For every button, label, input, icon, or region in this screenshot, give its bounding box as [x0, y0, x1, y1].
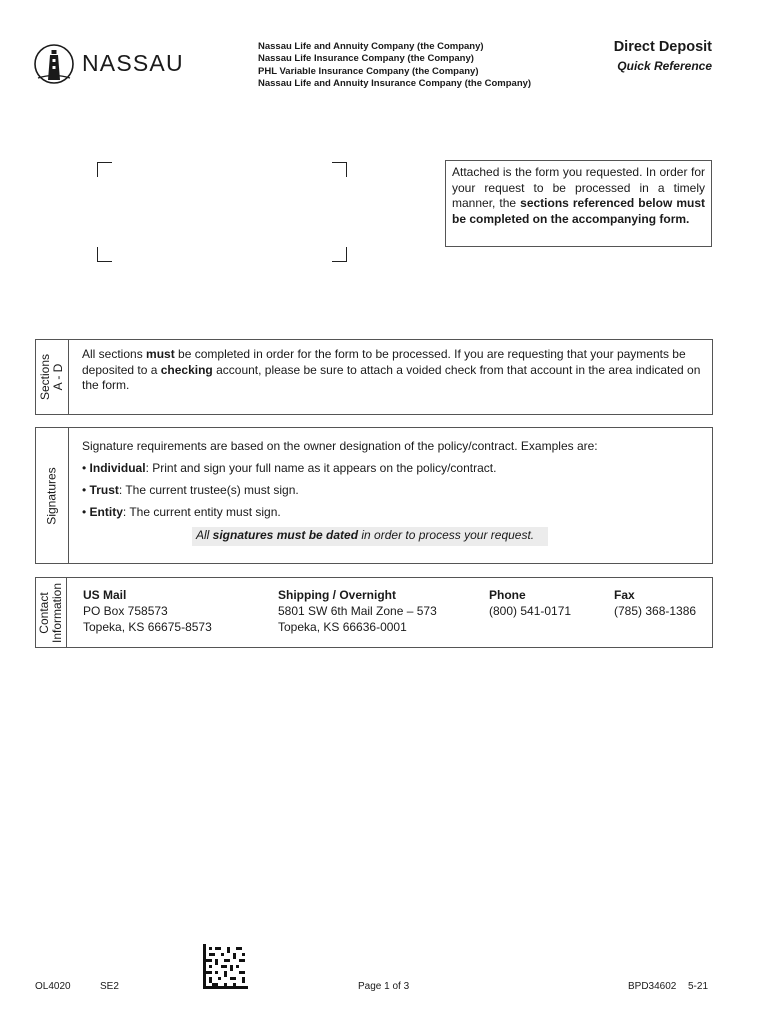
fax-number: (785) 368-1386	[614, 603, 697, 618]
notice-bold-text: sections referenced below must be completed on the accompanying form.	[452, 196, 705, 226]
lighthouse-icon	[34, 40, 76, 86]
notice-box	[445, 160, 712, 247]
document-subtitle: Quick Reference	[617, 59, 712, 73]
shipping-line: Topeka, KS 66636-0001	[278, 619, 407, 634]
company-name: Nassau Life and Annuity Insurance Company (the Company)	[258, 78, 532, 90]
corner-mark	[97, 162, 112, 177]
document-date: 5-21	[688, 981, 709, 992]
signatures-intro: Signature requirements are based on the owner designation of the policy/contract. Examples are:	[82, 439, 598, 453]
corner-mark	[97, 247, 112, 262]
series-code: SE2	[100, 981, 119, 992]
form-code: OL4020	[35, 981, 71, 992]
signatures-label: Signatures	[44, 466, 59, 525]
signatures-text	[82, 439, 704, 546]
sections-text: All sections must be completed in order for the form to be processed. If you are requesting that your payments be deposited to a checking account, please be sure to attach a voided check from that account in the area indicated on the form.	[82, 347, 701, 393]
corner-mark	[332, 162, 347, 177]
contact-panel	[35, 577, 713, 648]
nassau-logo	[34, 40, 184, 86]
sections-panel	[35, 339, 713, 415]
company-name: Nassau Life and Annuity Company (the Company)	[258, 41, 484, 52]
brand-name: NASSAU	[82, 49, 184, 76]
signature-date-note: All signatures must be dated in order to process your request.	[192, 527, 548, 546]
panel-label	[36, 340, 69, 414]
sections-label: Sections A - D	[38, 353, 65, 401]
notice-text: Attached is the form you requested. In order for your request to be processed in a timely manner, the	[452, 165, 705, 211]
list-item: • Individual: Print and sign your full name as it appears on the policy/contract.	[82, 461, 497, 476]
shipping-column	[278, 588, 437, 635]
phone-number: (800) 541-0171	[489, 603, 572, 618]
fax-column	[614, 588, 696, 620]
phone-column	[489, 588, 571, 620]
signatures-panel	[35, 427, 713, 564]
list-item: • Entity: The current entity must sign.	[82, 505, 281, 520]
panel-label	[36, 578, 67, 647]
panel-label	[36, 428, 69, 563]
company-name: PHL Variable Insurance Company (the Company)	[258, 65, 479, 77]
company-name: Nassau Life Insurance Company (the Company)	[258, 53, 474, 65]
shipping-line: 5801 SW 6th Mail Zone – 573	[278, 603, 437, 618]
corner-mark	[332, 247, 347, 262]
page-number: Page 1 of 3	[358, 981, 410, 992]
us-mail-line: Topeka, KS 66675-8573	[83, 619, 212, 634]
company-list	[258, 41, 531, 91]
phone-heading: Phone	[489, 588, 526, 602]
document-id: BPD34602	[628, 981, 677, 992]
list-item: • Trust: The current trustee(s) must sign.	[82, 483, 299, 498]
us-mail-column	[83, 588, 212, 635]
fax-heading: Fax	[614, 588, 635, 602]
document-title: Direct Deposit	[613, 39, 712, 55]
us-mail-heading: US Mail	[83, 588, 127, 602]
barcode-icon	[203, 944, 248, 989]
shipping-heading: Shipping / Overnight	[278, 588, 396, 602]
us-mail-line: PO Box 758573	[83, 603, 168, 618]
contact-label: Contact Information	[37, 582, 64, 643]
